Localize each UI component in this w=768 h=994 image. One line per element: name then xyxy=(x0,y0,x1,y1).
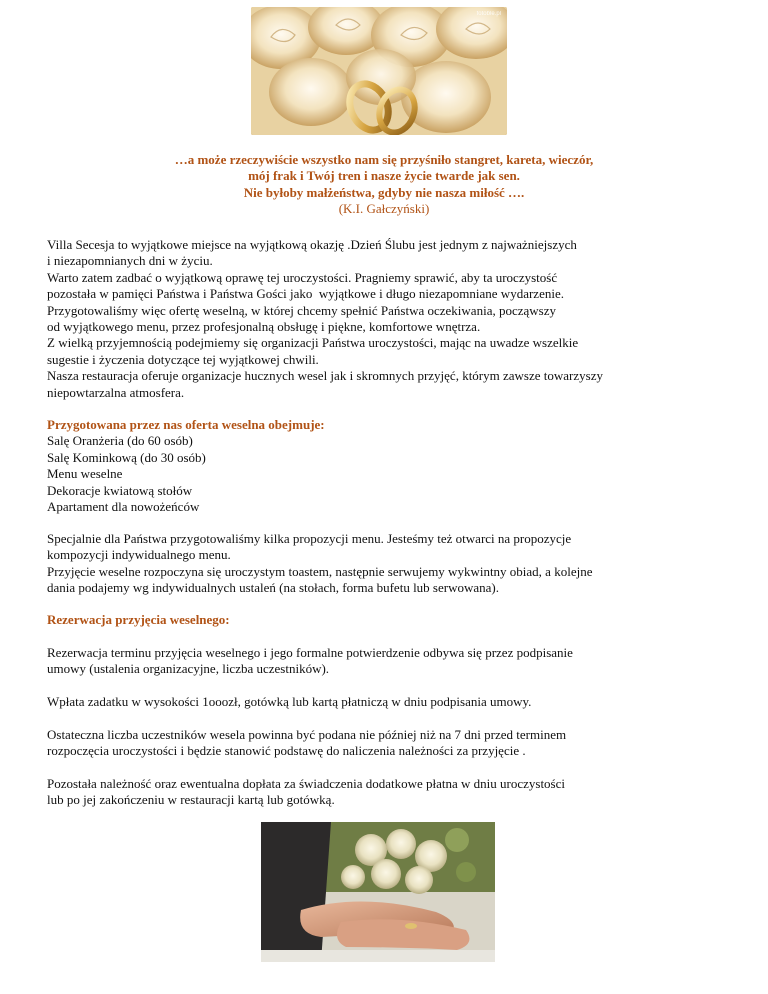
roses-rings-photo xyxy=(251,7,507,135)
quote-line: mój frak i Twój tren i nasze życie twarde jak sen. xyxy=(248,168,520,184)
roses-rings-illustration xyxy=(251,7,507,135)
reservation-paragraph-4 xyxy=(47,776,747,809)
reservation-heading-block xyxy=(47,612,747,628)
ring xyxy=(405,923,417,929)
offer-heading: Przygotowana przez nas oferta weselna obejmuje: xyxy=(47,417,325,432)
offer-item: Dekoracje kwiatową stołów xyxy=(47,482,193,498)
wedding-quote xyxy=(0,152,768,217)
text-line: lub po jej zakończeniu w restauracji kartą lub gotówką. xyxy=(47,792,335,808)
text-line: dania podajemy wg indywidualnych ustaleń (na stołach, forma bufetu lub serwowana). xyxy=(47,580,499,596)
photo-watermark: fotoble.pl xyxy=(476,11,501,17)
text-line: pozostała w pamięci Państwa i Państwa Gości jako wyjątkowe i długo niezapomniane wydarzenie. xyxy=(47,286,564,302)
text-line: Villa Secesja to wyjątkowe miejsce na wyjątkową okazję .Dzień Ślubu jest jednym z najważniejszych xyxy=(47,237,577,252)
text-line: Przyjęcie weselne rozpoczyna się uroczystym toastem, następnie serwujemy wykwintny obiad, a kolejne xyxy=(47,563,593,579)
text-line: Ostateczna liczba uczestników wesela powinna być podana nie później niż na 7 dni przed terminem xyxy=(47,727,567,742)
reservation-paragraph-1 xyxy=(47,645,747,678)
offer-item: Apartament dla nowożeńców xyxy=(47,499,200,515)
text-line: Wpłata zadatku w wysokości 1ooozł, gotówką lub kartą płatniczą w dniu podpisania umowy. xyxy=(47,694,532,709)
text-line: Pozostała należność oraz ewentualna dopłata za świadczenia dodatkowe płatna w dniu uroczystości xyxy=(47,776,565,791)
offer-section xyxy=(47,417,747,515)
reservation-heading: Rezerwacja przyjęcia weselnego: xyxy=(47,612,230,627)
text-line: niepowtarzalna atmosfera. xyxy=(47,384,185,400)
text-line: i niezapomnianych dni w życiu. xyxy=(47,253,213,269)
intro-paragraph xyxy=(47,237,747,401)
text-line: kompozycji indywidualnego menu. xyxy=(47,547,231,563)
offer-item: Menu weselne xyxy=(47,466,123,482)
text-line: Rezerwacja terminu przyjęcia weselnego i jego formalne potwierdzenie odbywa się przez podpisanie xyxy=(47,645,573,660)
offer-item: Salę Oranżeria (do 60 osób) xyxy=(47,433,193,449)
text-line: Z wielką przyjemnością podejmiemy się organizacji Państwa uroczystości, mając na uwadze wszelkie xyxy=(47,335,579,351)
text-line: sugestie i życzenia dotyczące tej wyjątkowej chwili. xyxy=(47,351,319,367)
text-line: Specjalnie dla Państwa przygotowaliśmy kilka propozycji menu. Jesteśmy też otwarci na propozycje xyxy=(47,531,572,546)
quote-line: …a może rzeczywiście wszystko nam się przyśniło stangret, kareta, wieczór, xyxy=(174,152,594,167)
text-line: rozpoczęcia uroczystości i będzie stanowić podstawę do naliczenia należności za przyjęcie . xyxy=(47,743,526,759)
hands-bouquet-illustration xyxy=(261,822,495,962)
text-line: Warto zatem zadbać o wyjątkową oprawę tej uroczystości. Pragniemy sprawić, aby ta uroczystość xyxy=(47,269,558,285)
text-line: od wyjątkowego menu, przez profesjonalną obsługę i piękne, komfortowe wnętrza. xyxy=(47,319,481,335)
text-line: Przygotowaliśmy więc ofertę weselną, w której chcemy spełnić Państwa oczekiwania, począwszy xyxy=(47,302,556,318)
quote-author: (K.I. Gałczyński) xyxy=(338,200,430,216)
reservation-paragraph-2 xyxy=(47,694,747,710)
menu-paragraph xyxy=(47,531,747,597)
hands-bouquet-photo xyxy=(261,822,495,962)
quote-line: Nie byłoby małżeństwa, gdyby nie nasza miłość …. xyxy=(243,184,525,200)
text-line: Nasza restauracja oferuje organizacje hucznych wesel jak i skromnych przyjęć, którym zawsze towarzyszy xyxy=(47,368,603,384)
text-line: umowy (ustalenia organizacyjne, liczba uczestników). xyxy=(47,661,330,677)
groom-sleeve xyxy=(261,822,331,962)
offer-item: Salę Kominkową (do 30 osób) xyxy=(47,449,206,465)
reservation-paragraph-3 xyxy=(47,727,747,760)
